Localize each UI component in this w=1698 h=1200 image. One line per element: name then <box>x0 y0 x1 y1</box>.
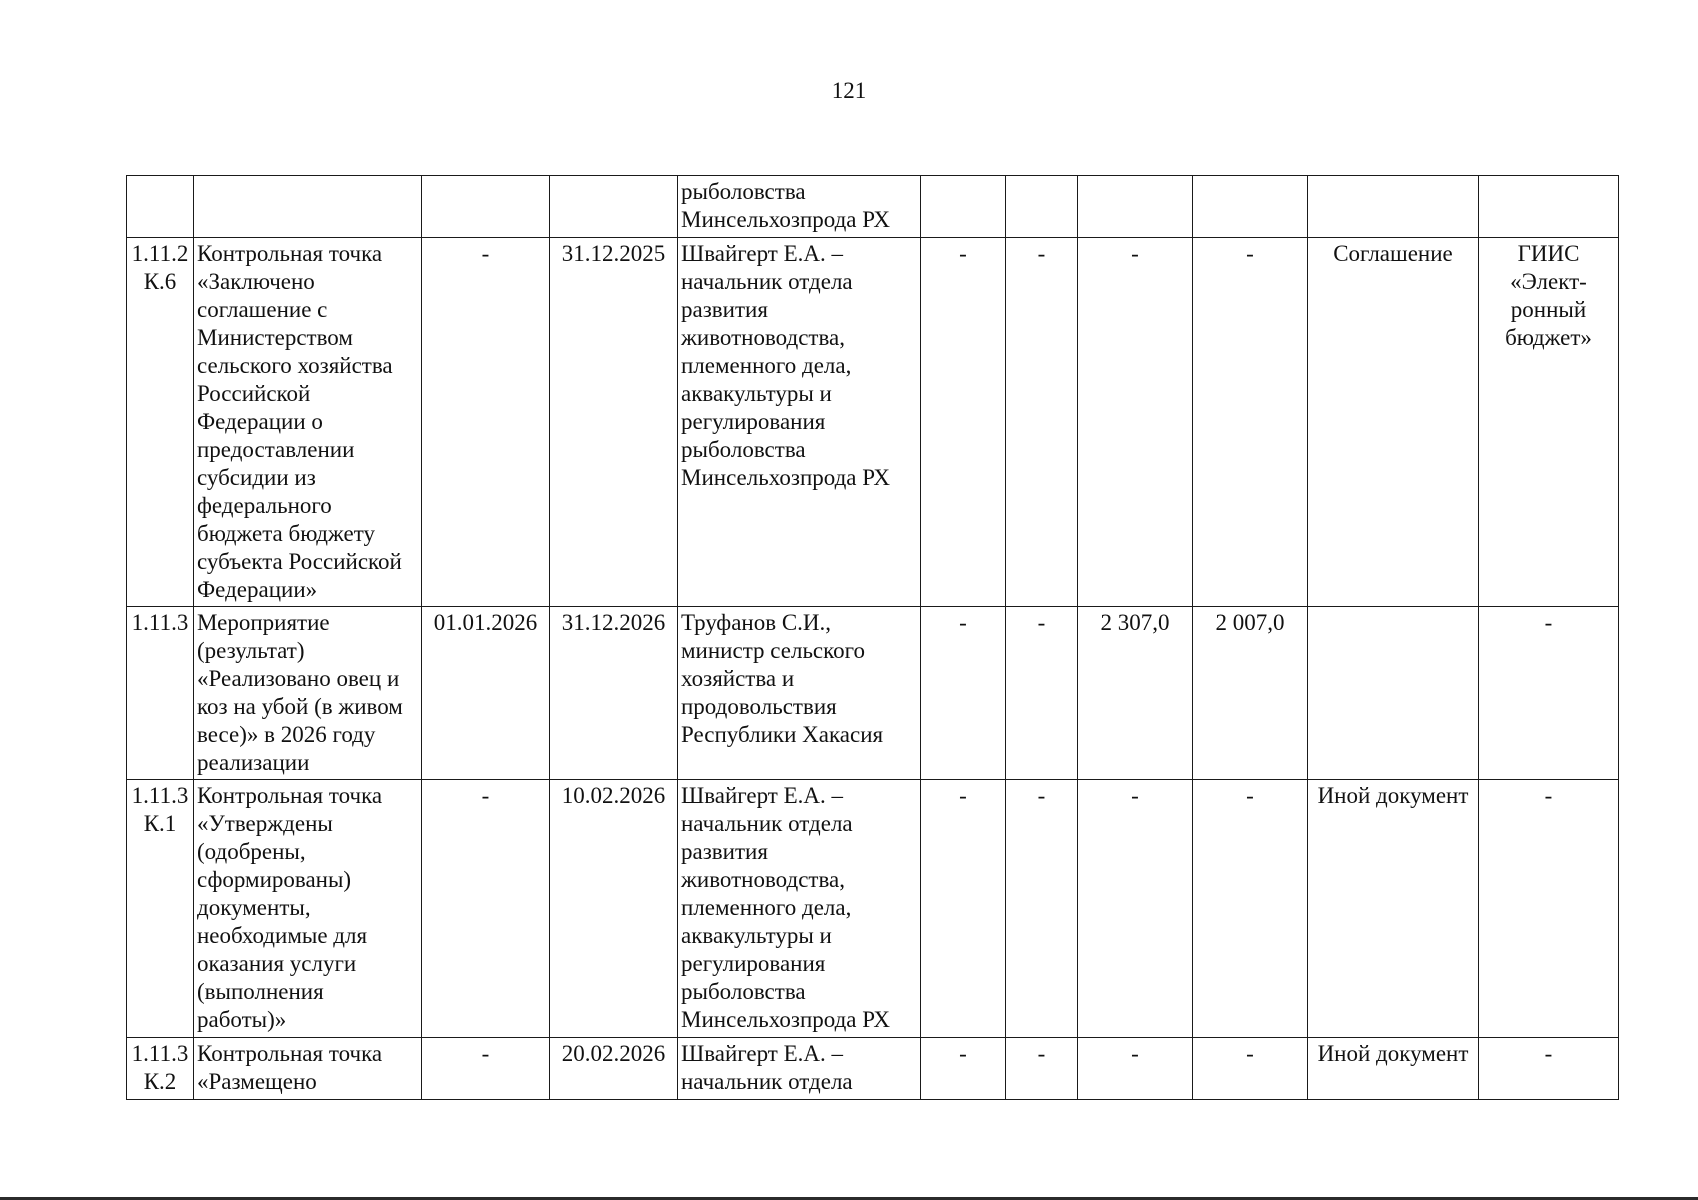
cell-name: Контрольная точка «Заключено соглашение с Министерством сельского хозяйства Российской Федерации о предоставлении субсидии из федерального бюджета бюджету субъекта Российской Федерации» <box>194 238 422 607</box>
cell-start-date: - <box>422 238 550 607</box>
cell-number: 1.11.3 К.1 <box>127 780 194 1038</box>
cell-document: Иной документ <box>1308 1038 1479 1100</box>
cell-name <box>194 176 422 238</box>
cell-value-1: - <box>921 607 1006 780</box>
cell-end-date: 31.12.2025 <box>550 238 678 607</box>
cell-value-1 <box>921 176 1006 238</box>
cell-value-1: - <box>921 1038 1006 1100</box>
cell-number: 1.11.2 К.6 <box>127 238 194 607</box>
cell-value-1: - <box>921 238 1006 607</box>
cell-name: Контрольная точка «Размещено <box>194 1038 422 1100</box>
cell-start-date <box>422 176 550 238</box>
cell-value-3: - <box>1078 1038 1193 1100</box>
cell-value-4: 2 007,0 <box>1193 607 1308 780</box>
cell-responsible: Швайгерт Е.А. – начальник отдела развития животноводства, племенного дела, аквакультуры и регулирования рыболовства Минсельхозпрода РХ <box>678 780 921 1038</box>
cell-end-date <box>550 176 678 238</box>
table-row <box>127 1038 1619 1100</box>
cell-responsible: Швайгерт Е.А. – начальник отдела <box>678 1038 921 1100</box>
page-number: 121 <box>831 78 867 103</box>
cell-responsible: рыболовства Минсельхозпрода РХ <box>678 176 921 238</box>
cell-document: Соглашение <box>1308 238 1479 607</box>
cell-system: ГИИС «Элект- ронный бюджет» <box>1479 238 1619 607</box>
cell-value-3 <box>1078 176 1193 238</box>
cell-number <box>127 176 194 238</box>
cell-end-date: 31.12.2026 <box>550 607 678 780</box>
cell-number: 1.11.3 К.2 <box>127 1038 194 1100</box>
cell-document: Иной документ <box>1308 780 1479 1038</box>
cell-start-date: 01.01.2026 <box>422 607 550 780</box>
cell-end-date: 10.02.2026 <box>550 780 678 1038</box>
cell-responsible: Труфанов С.И., министр сельского хозяйства и продовольствия Республики Хакасия <box>678 607 921 780</box>
cell-value-2: - <box>1006 238 1078 607</box>
cell-document <box>1308 607 1479 780</box>
cell-name: Контрольная точка «Утверждены (одобрены, сформированы) документы, необходимые для оказания услуги (выполнения работы)» <box>194 780 422 1038</box>
cell-value-1: - <box>921 780 1006 1038</box>
cell-value-2: - <box>1006 780 1078 1038</box>
cell-value-2 <box>1006 176 1078 238</box>
cell-system <box>1479 176 1619 238</box>
cell-value-3: 2 307,0 <box>1078 607 1193 780</box>
cell-system: - <box>1479 780 1619 1038</box>
cell-end-date: 20.02.2026 <box>550 1038 678 1100</box>
cell-value-3: - <box>1078 780 1193 1038</box>
cell-value-2: - <box>1006 607 1078 780</box>
cell-value-4 <box>1193 176 1308 238</box>
cell-system: - <box>1479 1038 1619 1100</box>
cell-value-4: - <box>1193 1038 1308 1100</box>
table-row <box>127 176 1619 238</box>
cell-start-date: - <box>422 780 550 1038</box>
cell-system: - <box>1479 607 1619 780</box>
cell-value-4: - <box>1193 238 1308 607</box>
cell-number: 1.11.3 <box>127 607 194 780</box>
table-row <box>127 780 1619 1038</box>
cell-name: Мероприятие (результат) «Реализовано овец и коз на убой (в живом весе)» в 2026 году реализации <box>194 607 422 780</box>
cell-responsible: Швайгерт Е.А. – начальник отдела развития животноводства, племенного дела, аквакультуры и регулирования рыболовства Минсельхозпрода РХ <box>678 238 921 607</box>
activities-table <box>126 175 1619 1100</box>
cell-value-2: - <box>1006 1038 1078 1100</box>
cell-value-3: - <box>1078 238 1193 607</box>
cell-document <box>1308 176 1479 238</box>
cell-start-date: - <box>422 1038 550 1100</box>
table-row <box>127 607 1619 780</box>
cell-value-4: - <box>1193 780 1308 1038</box>
table-row <box>127 238 1619 607</box>
